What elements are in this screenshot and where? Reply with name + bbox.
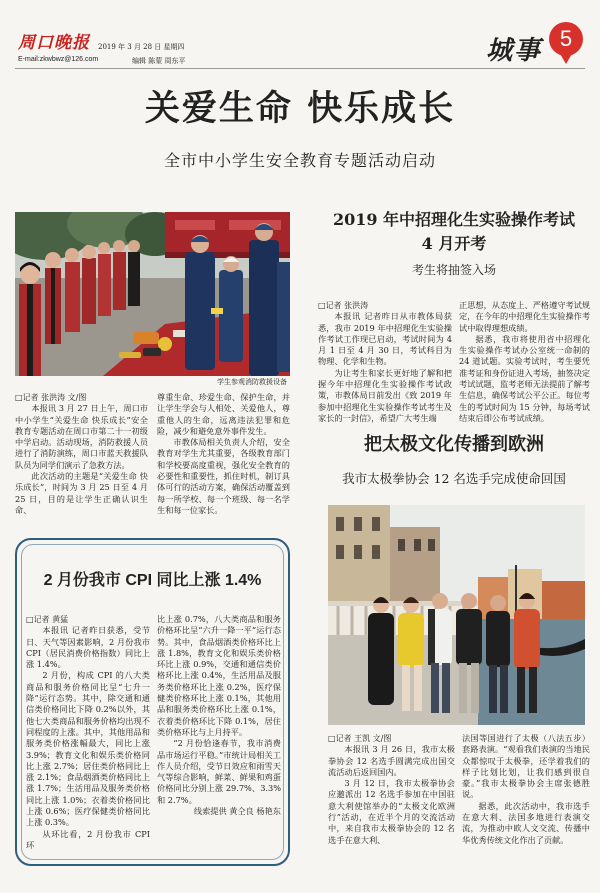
exam-story-column-2 (459, 300, 590, 432)
cpi-story-column-1 (26, 614, 150, 856)
paragraph: 据悉，此次活动中，我市选手在意大利、法国多地进行表演交流，为推动中欧人文交流、传播中华优秀传统文化作出了贡献。 (462, 800, 590, 845)
cpi-story-box (15, 538, 290, 866)
exam-headline-line-2: 4 月开考 (421, 234, 487, 253)
photo-taiji-team-in-venice (328, 505, 585, 725)
photo-fire-safety-event (15, 212, 290, 376)
newspaper-logo: 周口晚报 (18, 33, 90, 53)
paragraph: 本报讯 3 月 26 日，我市太极拳协会 12 名选手圆满完成出国交流活动后返回国内。 (328, 744, 455, 777)
section-title: 城事 (486, 36, 543, 66)
paragraph: 为让考生和家长更好地了解和把握今年中招理化生实验操作考试政策，市教体局日前发出《致 2019 年参加中招理化生实验操作考试考生及家长的一封信》，希望广大考生端 (318, 367, 452, 423)
taiji-headline: 把太极文化传播到欧洲 (364, 434, 544, 455)
exam-headline-line-1: 2019 年中招理化生实验操作考试 (332, 210, 576, 229)
paragraph: 2 月份，构成 CPI 的八大类商品和服务价格同比呈“七升一降”运行态势。其中，除交通和通信类价格同比下降 0.2%以外，其他七大类商品和服务价格均出现不同程度的上涨。其中，其他用品和服务类价格涨幅最大，同比上涨 3.9%；教育文化和娱乐类价格同比上涨 2.7%；居住类价格同比上涨 2.1%；食品烟酒类价格同比上涨 1.7%；生活用品及服务类价格同比上涨 1.0%；衣着类价格同比上涨 0.6%；医疗保健类价格同比上涨 0.3%。 (26, 670, 150, 828)
photo-taiji-team-image (328, 505, 585, 725)
paragraph: 本报讯 3 月 27 日上午，周口市中小学生“关爱生命 快乐成长”安全教育专题活动在周口市第二十一初级中学启动。活动现场，消防救援人员进行了消防演练，周口市蓝天救援队队员为同学们演示了急救方法。 (15, 403, 148, 470)
paragraph: 本报讯 记者昨日从市教体局获悉，我市 2019 年中招理化生实验操作考试工作现已启动，考试时间为 4 月 1 日至 4 月 30 日，考试科目为物理、化学和生物。 (318, 311, 452, 367)
paragraph: 3 月 12 日，我市太极拳协会应邀派出 12 名选手参加在中国驻意大利使馆举办的“太极文化欧洲行”活动，在近半个月的交流活动中，来自我市太极拳协会的 12 名选手在意大利、 (328, 778, 455, 845)
byline: □记者 王凯 文/图 (328, 734, 392, 743)
byline: □记者 黄猛 (26, 615, 69, 624)
page-number-badge: 5 (549, 22, 583, 56)
source-credit: 线索提供 黄仝良 杨艳东 (193, 806, 281, 817)
byline: □记者 张洪涛 (318, 301, 369, 310)
cpi-headline: 2 月份我市 CPI 同比上涨 1.4% (43, 572, 262, 589)
paragraph: 本报讯 记者昨日获悉，受节日、天气等因素影响，2 月份我市 CPI（居民消费价格指数）同比上涨 1.4%。 (26, 625, 150, 670)
taiji-story-column-1 (328, 733, 455, 883)
paragraph: 市教体局相关负责人介绍，安全教育对学生尤其重要，各级教育部门和学校要高度重视，强化安全教育的必要性和重要性，抓住时机，制订具体可行的活动方案，确保活动覆盖到每一所学校、每一个班级、每一名学生和每一位家长。 (157, 437, 290, 515)
paragraph: 据悉，我市将使用省中招理化生实验操作考试办公室统一命制的 24 道试题。实验考试时，考生要凭准考证和身份证进入考场，抽签决定考试试题，监考老师无法提前了解考生信息，确保考试公平公正。每位考生的考试时间为 15 分钟，每场考试结束后即公布考试成绩。 (459, 333, 590, 423)
lead-subheadline: 全市中小学生安全教育专题活动启动 (163, 151, 436, 170)
cpi-story-column-2 (157, 614, 281, 856)
exam-subheadline: 考生将抽签入场 (411, 263, 496, 277)
taiji-subheadline: 我市太极拳协会 12 名选手完成使命回国 (342, 471, 566, 486)
lead-story-column-1 (15, 392, 148, 530)
paragraph: 比上涨 0.7%，八大类商品和服务价格环比呈“六升一降一平”运行态势。其中，食品烟酒类价格环比上涨 1.8%，教育文化和娱乐类价格环比上涨 0.9%，交通和通信类价格环比上涨 0.4%，生活用品及服务类价格环比上涨 0.2%，医疗保健类价格环比上涨 0.1%，其他用品和服务类价格环比上涨 0.1%，衣着类价格环比下降 0.1%，居住类价格环比与上月持平。 (157, 614, 281, 737)
exam-story-column-1 (318, 300, 452, 432)
paragraph: 从环比看，2 月份我市 CPI 环 (26, 828, 150, 850)
byline: □记者 张洪涛 文/图 (15, 393, 87, 402)
lead-headline: 关爱生命 快乐成长 (144, 88, 456, 129)
photo-fire-safety-event-image (15, 212, 290, 376)
paragraph: 此次活动的主题是“关爱生命 快乐成长”，时间为 3 月 25 日至 4 月 25 日，目的是让学生正确认识生命、 (15, 471, 148, 515)
taiji-story-column-2 (462, 733, 590, 883)
lead-story-column-2 (157, 392, 290, 530)
paragraph: 尊重生命、珍爱生命、保护生命，并让学生学会与人相处、关爱他人，尊重他人的生命，远离违法犯罪和危险，减少和避免意外事件发生。 (157, 392, 290, 436)
contact-email: E-mail:zkwbwz@126.com (18, 56, 99, 63)
paragraph: 正思想，从态度上、严格遵守考试规定，在今年的中招理化生实验操作考试中取得理想成绩。 (459, 300, 590, 333)
masthead-divider (15, 68, 585, 69)
paragraph: “2 月份恰逢春节，我市消费品市场运行平稳。”市统计局相关工作人员介绍，受节日效应和雨雪天气等综合影响，鲜菜、鲜果和鸡蛋价格同比分别上涨 29.7%、3.3%和 2.7%。 (157, 738, 281, 805)
photo-caption: 学生参观消防救援设备 (217, 378, 287, 386)
issue-date: 2019 年 3 月 28 日 星期四 (98, 43, 185, 51)
editors-line: 编辑 陈蒙 周东平 (132, 57, 186, 65)
paragraph: 法国等国进行了太极（八法五步）套路表演。“观看我们表演的当地民众都惊叹于太极拳，还学着我们的样子比划比划，让我们感到很自豪。”我市太极拳协会主席张德胜说。 (462, 733, 590, 800)
